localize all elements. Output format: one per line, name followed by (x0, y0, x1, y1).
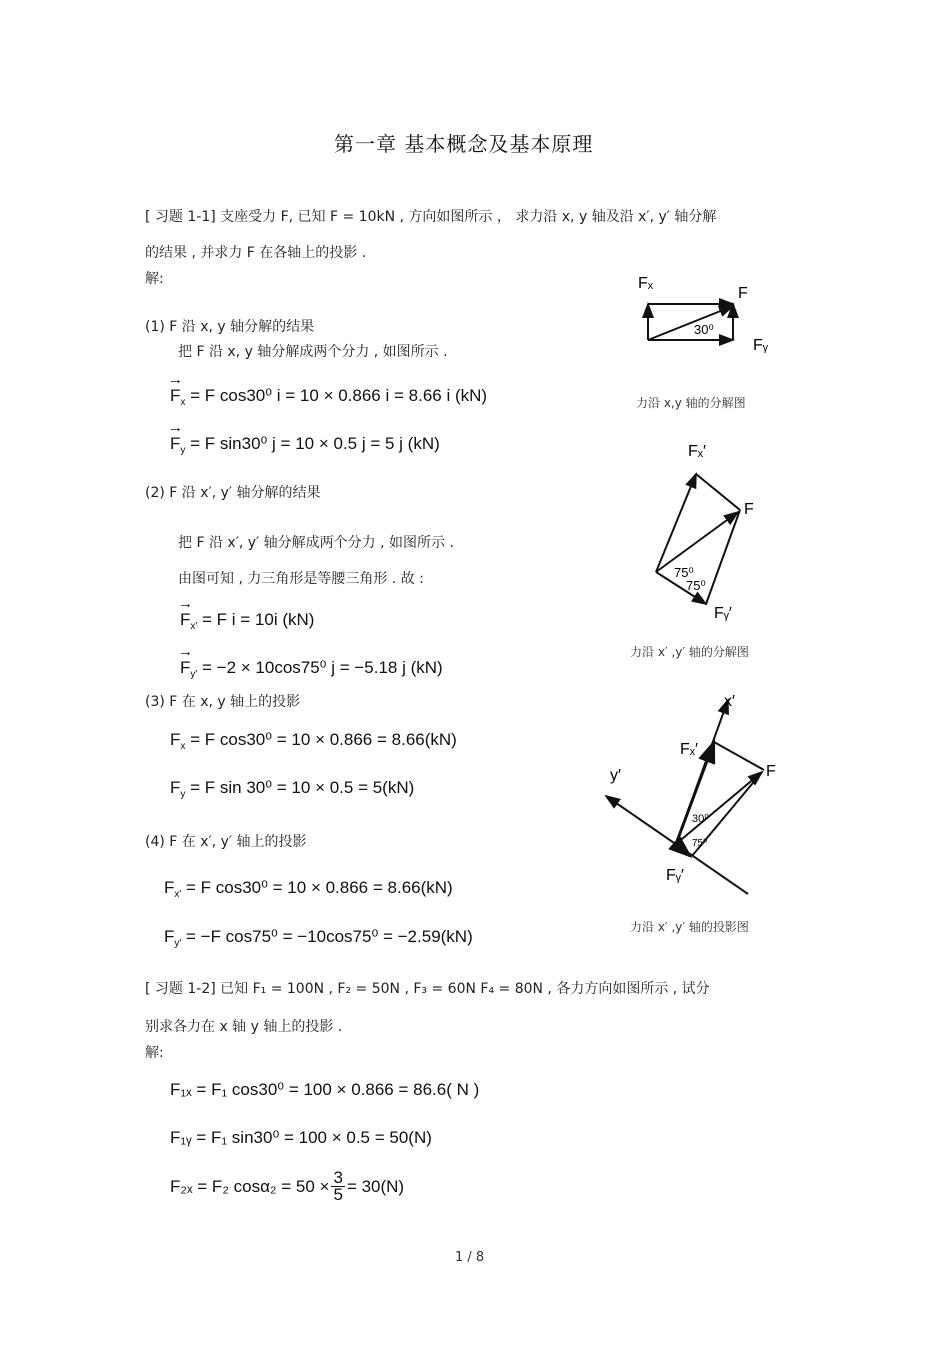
part-1-text: 把 F 沿 x, y 轴分解成两个分力 , 如图所示 . (178, 344, 448, 360)
equation-fy-prime-projection: $F_{y'} = -F$ cos75⁰ = −10cos75⁰ = −2.59(kN) (164, 927, 473, 949)
equation-f2x: F₂ₓ = F₂ cosα₂ = 50 × $\frac{3}{5}$ = 30(N) (170, 1168, 405, 1204)
fig3-label-y-axis: y′ (610, 767, 621, 784)
fig2-label-angle1: 75⁰ (674, 565, 694, 580)
exercise-1-2-statement-line2: 别求各力在 x 轴 y 轴上的投影 . (145, 1019, 343, 1035)
fig3-label-angle2: 75⁰ (692, 838, 708, 849)
fy-prime-projection-arrow (676, 844, 690, 856)
equation-fx-prime-vector: → $F_{x'} = F$ i = 10i (kN) (180, 610, 314, 632)
equation-f1x: F₁ₓ = F₁ cos30⁰ = 100 × 0.866 = 86.6( N ) (170, 1080, 480, 1099)
projection-line (714, 742, 764, 770)
figure-xy-decomposition (620, 268, 790, 368)
figure-3-caption: 力沿 x′ ,y′ 轴的投影图 (630, 920, 749, 934)
equation-fy-vector: → $F_y = F$ sin30⁰ j = 10 × 0.5 j = 5 j (kN) (170, 434, 440, 456)
fig1-label-fy: Fᵧ (753, 337, 768, 354)
equation-fx-vector: → $F_x = F$ cos30⁰ i = 10 × 0.866 i = 8.66 i (kN) (170, 386, 487, 408)
exercise-1-1-statement-line2: 的结果 , 并求力 F 在各轴上的投影 . (145, 245, 367, 261)
fig2-label-f: F (744, 501, 754, 518)
fig2-label-angle2: 75⁰ (686, 578, 706, 593)
figure-1-caption: 力沿 x,y 轴的分解图 (636, 396, 746, 410)
fig2-label-fy: Fᵧ′ (714, 605, 732, 622)
fig1-label-f: F (738, 285, 748, 302)
solution-label: 解: (145, 271, 164, 287)
equation-fx-projection: $F_x = F$ cos30⁰ = 10 × 0.866 = 8.66(kN) (170, 730, 457, 752)
fig3-label-f: F (766, 763, 776, 780)
fig1-label-angle: 30⁰ (694, 322, 714, 337)
fig1-label-fx: Fₓ (638, 275, 654, 292)
part-2-text-a: 把 F 沿 x′, y′ 轴分解成两个分力 , 如图所示 . (178, 535, 454, 551)
equation-fx-prime-projection: $F_{x'} = F$ cos30⁰ = 10 × 0.866 = 8.66(kN) (164, 878, 453, 900)
page-number: 1 / 8 (455, 1250, 485, 1265)
part-3-heading: (3) F 在 x, y 轴上的投影 (145, 694, 301, 710)
part-1-heading: (1) F 沿 x, y 轴分解的结果 (145, 319, 315, 335)
equation-fy-projection: $F_y = F$ sin 30⁰ = 10 × 0.5 = 5(kN) (170, 778, 415, 800)
exercise-1-2-statement-line1: [ 习题 1-2] 已知 F₁ = 100N , F₂ = 50N , F₃ = 60N F₄ = 80N , 各力方向如图所示 , 试分 (145, 981, 710, 997)
page-title: 第一章 基本概念及基本原理 (334, 132, 594, 156)
fig3-label-x-axis: x′ (724, 693, 735, 710)
part-2-heading: (2) F 沿 x′, y′ 轴分解的结果 (145, 485, 321, 501)
figure-xy-prime-projection (598, 684, 788, 904)
equation-fy-prime-vector: → $F_{y'} = -2 \times 10\cos 75^0$ j = −5.18 j (kN) (180, 658, 443, 680)
resultant-f-arrow (648, 306, 733, 340)
figure-2-caption: 力沿 x′ ,y′ 轴的分解图 (630, 645, 749, 659)
fig3-label-fx: Fₓ′ (680, 741, 699, 758)
upper-edge (696, 474, 740, 510)
equation-f1y: F₁ᵧ = F₁ sin30⁰ = 100 × 0.5 = 50(N) (170, 1128, 432, 1147)
fig3-label-angle1: 30⁰ (692, 813, 709, 825)
fraction-3-5: $\frac{3}{5}$ (333, 1168, 343, 1204)
figure-xy-prime-decomposition (640, 432, 770, 632)
fig3-label-fy: Fᵧ′ (666, 867, 684, 884)
part-2-text-b: 由图可知 , 力三角形是等腰三角形 . 故 : (178, 571, 424, 587)
exercise-1-1-statement-line1: [ 习题 1-1] 支座受力 F, 已知 F = 10kN , 方向如图所示 ， 求力沿 x, y 轴及沿 x′, y′ 轴分解 (145, 209, 717, 225)
solution-label-2: 解: (145, 1045, 164, 1061)
part-4-heading: (4) F 在 x′, y′ 轴上的投影 (145, 834, 307, 850)
fig2-label-fx: Fₓ′ (688, 443, 707, 460)
